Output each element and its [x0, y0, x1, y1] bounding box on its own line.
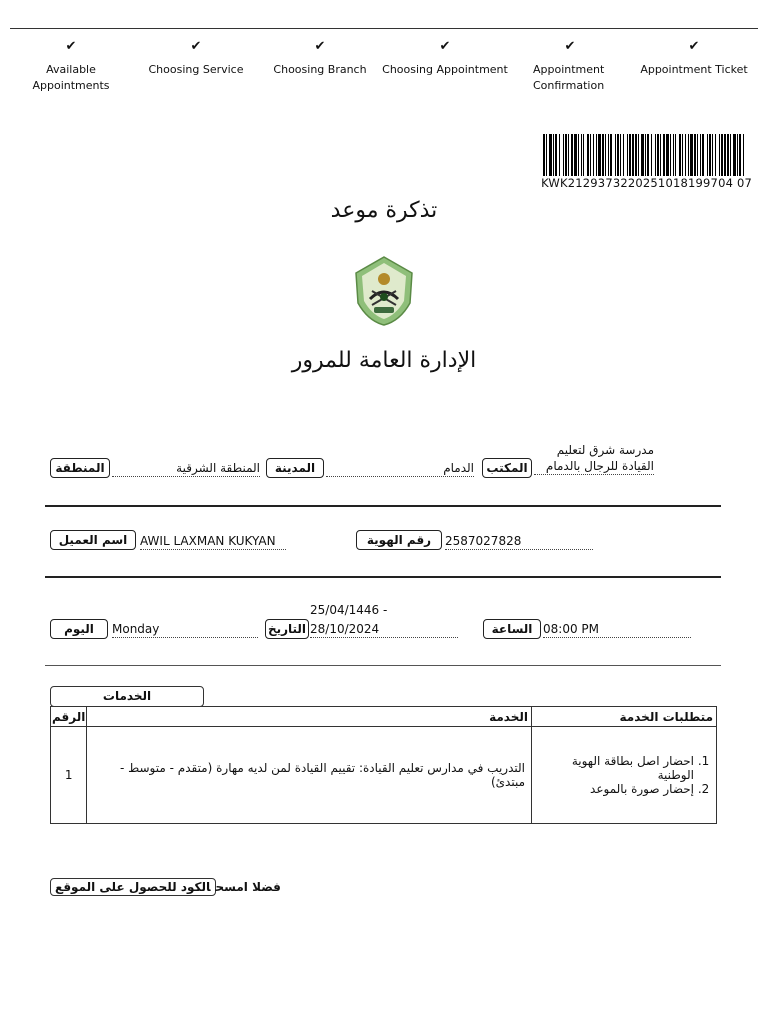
- office-value: مدرسة شرق لتعليم القيادة للرجال بالدمام: [534, 442, 654, 475]
- step-label: Choosing Branch: [273, 63, 367, 76]
- customer-name-label: اسم العميل: [50, 530, 136, 550]
- day-label: اليوم: [50, 619, 108, 639]
- step-label: Appointment Ticket: [640, 63, 748, 76]
- services-heading: الخدمات: [50, 686, 204, 707]
- step-choosing-service[interactable]: [132, 38, 260, 78]
- scan-note-prefix: فضلا امسح: [215, 880, 281, 894]
- service-text: التدريب في مدارس تعليم القيادة: تقييم القيادة لمن لديه مهارة (متقدم - متوسط - مبتدئ): [119, 761, 525, 789]
- check-icon: ✔: [688, 39, 700, 54]
- requirements-cell: [532, 727, 717, 824]
- barcode-number: KWK2129373220251018199704 07: [541, 176, 752, 190]
- id-number-value: 2587027828: [445, 533, 593, 550]
- barcode-bar: [744, 134, 746, 176]
- service-cell: [87, 727, 532, 824]
- check-icon: ✔: [314, 39, 326, 54]
- check-icon: ✔: [564, 39, 576, 54]
- date-hijri: 25/04/1446 -: [310, 603, 388, 617]
- col-requirements: متطلبات الخدمة: [532, 707, 717, 727]
- step-label: Appointment Confirmation: [533, 63, 605, 92]
- section-divider: [45, 505, 721, 507]
- city-label: المدينة: [266, 458, 324, 478]
- scan-note: [50, 880, 281, 894]
- number-cell: 1: [51, 727, 87, 824]
- step-label: Choosing Appointment: [382, 63, 508, 76]
- top-divider: [10, 28, 758, 29]
- time-label: الساعة: [483, 619, 541, 639]
- section-divider: [45, 576, 721, 578]
- table-row: [51, 727, 717, 824]
- day-value: Monday: [112, 621, 258, 638]
- date-label: التاريخ: [265, 619, 309, 639]
- requirement-item: 2. إحضار صورة بالموعد: [538, 782, 694, 796]
- region-value: المنطقة الشرقية: [112, 460, 260, 477]
- services-table: [50, 706, 717, 824]
- office-label: المكتب: [482, 458, 532, 478]
- organization-title: الإدارة العامة للمرور: [291, 348, 477, 373]
- barcode: [543, 134, 746, 176]
- col-service: الخدمة: [87, 707, 532, 727]
- step-appointment-confirmation[interactable]: [505, 38, 635, 94]
- ticket-title: تذكرة موعد: [330, 198, 438, 223]
- customer-name-value: AWIL LAXMAN KUKYAN: [140, 533, 286, 550]
- date-gregorian: 28/10/2024: [310, 621, 458, 638]
- time-value: 08:00 PM: [543, 621, 691, 638]
- check-icon: ✔: [190, 39, 202, 54]
- id-number-label: رقم الهوية: [356, 530, 442, 550]
- scan-note-boxed: الكود للحصول على الموقع: [50, 878, 216, 896]
- col-number: الرقم: [51, 707, 87, 727]
- check-icon: ✔: [65, 39, 77, 54]
- step-label: Choosing Service: [148, 63, 244, 76]
- traffic-emblem-icon: [350, 255, 418, 327]
- step-available-appointments[interactable]: [7, 38, 135, 94]
- city-value: الدمام: [326, 460, 474, 477]
- step-choosing-branch[interactable]: [256, 38, 384, 78]
- step-choosing-appointment[interactable]: [381, 38, 509, 78]
- section-divider: [45, 665, 721, 666]
- check-icon: ✔: [439, 39, 451, 54]
- requirement-item: 1. احضار اصل بطاقة الهوية الوطنية: [538, 754, 694, 782]
- step-label: Available Appointments: [32, 63, 110, 92]
- region-label: المنطقة: [50, 458, 110, 478]
- step-appointment-ticket[interactable]: [630, 38, 758, 78]
